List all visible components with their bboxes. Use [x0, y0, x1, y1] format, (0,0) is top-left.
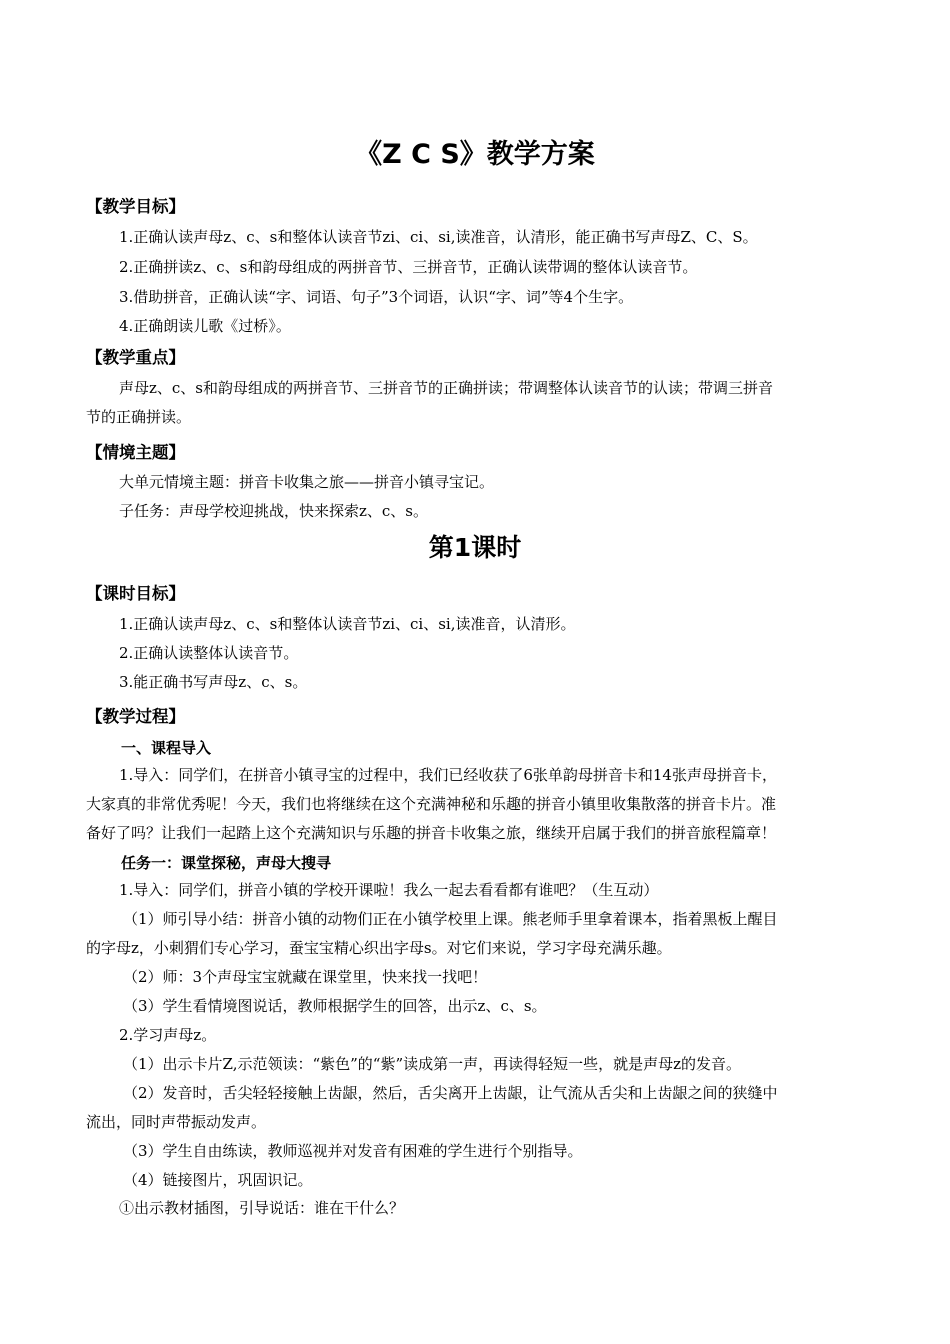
paragraph-line: （1）出示卡片Z,示范领读：“紫色”的“紫”读成第一声，再读得轻短一些，就是声母z的发音。: [123, 1055, 742, 1073]
section-header-lesson-goals: 【课时目标】: [86, 584, 185, 603]
paragraph-line: （3）学生自由练读，教师巡视并对发音有困难的学生进行个别指导。: [123, 1142, 583, 1160]
goal-item: 4.正确朗读儿歌《过桥》。: [119, 317, 291, 335]
section-header-theme: 【情境主题】: [86, 443, 185, 462]
paragraph-line: 1.导入：同学们，拼音小镇的学校开课啦！我么一起去看看都有谁吧？（生互动）: [119, 881, 659, 899]
paragraph-line: 1.导入：同学们，在拼音小镇寻宝的过程中，我们已经收获了6张单韵母拼音卡和14张声母拼音卡，: [119, 766, 777, 784]
paragraph-line: （1）师引导小结：拼音小镇的动物们正在小镇学校里上课。熊老师手里拿着课本，指着黑板上醒目: [123, 910, 778, 928]
paragraph-line: （4）链接图片，巩固识记。: [123, 1171, 313, 1189]
subsection-task1: 任务一：课堂探秘，声母大搜寻: [121, 854, 332, 872]
section-header-process: 【教学过程】: [86, 707, 185, 726]
key-point-text: 节的正确拼读。: [86, 408, 192, 426]
goal-item: 3.借助拼音，正确认读“字、词语、句子”3个词语，认识“字、词”等4个生字。: [119, 288, 634, 306]
paragraph-line: 的字母z，小刺猬们专心学习，蚕宝宝精心织出字母s。对它们来说，学习字母充满乐趣。: [86, 939, 672, 957]
paragraph-line: （2）师：3个声母宝宝就藏在课堂里，快来找一找吧！: [123, 968, 488, 986]
paragraph-line: 2.学习声母z。: [119, 1026, 217, 1044]
paragraph-line: （3）学生看情境图说话，教师根据学生的回答，出示z、c、s。: [123, 997, 547, 1015]
theme-text: 大单元情境主题：拼音卡收集之旅——拼音小镇寻宝记。: [119, 473, 495, 491]
goal-item: 1.正确认读声母z、c、s和整体认读音节zi、ci、si,读准音，认清形，能正确书写声母Z、C、S。: [119, 228, 758, 246]
lesson-title: 第1课时: [428, 533, 522, 562]
goal-item: 2.正确拼读z、c、s和韵母组成的两拼音节、三拼音节，正确认读带调的整体认读音节。: [119, 258, 698, 276]
theme-text: 子任务：声母学校迎挑战，快来探索z、c、s。: [119, 502, 429, 520]
section-header-goals: 【教学目标】: [86, 197, 185, 216]
lesson-goal-item: 1.正确认读声母z、c、s和整体认读音节zi、ci、si,读准音，认清形。: [119, 615, 576, 633]
subsection-intro: 一、课程导入: [121, 739, 212, 757]
lesson-goal-item: 3.能正确书写声母z、c、s。: [119, 673, 308, 691]
lesson-goal-item: 2.正确认读整体认读音节。: [119, 644, 299, 662]
paragraph-line: 流出，同时声带振动发声。: [86, 1113, 267, 1131]
section-header-key: 【教学重点】: [86, 348, 185, 367]
key-point-text: 声母z、c、s和韵母组成的两拼音节、三拼音节的正确拼读；带调整体认读音节的认读；带调三拼音: [119, 379, 774, 397]
paragraph-line: （2）发音时，舌尖轻轻接触上齿龈，然后，舌尖离开上齿龈，让气流从舌尖和上齿龈之间的狭缝中: [123, 1084, 778, 1102]
paragraph-line: ①出示教材插图，引导说话：谁在干什么？: [119, 1199, 405, 1217]
document-title: 《Z C S》教学方案: [355, 139, 595, 170]
paragraph-line: 备好了吗？让我们一起踏上这个充满知识与乐趣的拼音卡收集之旅，继续开启属于我们的拼音旅程篇章！: [86, 824, 777, 842]
paragraph-line: 大家真的非常优秀呢！今天，我们也将继续在这个充满神秘和乐趣的拼音小镇里收集散落的拼音卡片。准: [86, 795, 777, 813]
